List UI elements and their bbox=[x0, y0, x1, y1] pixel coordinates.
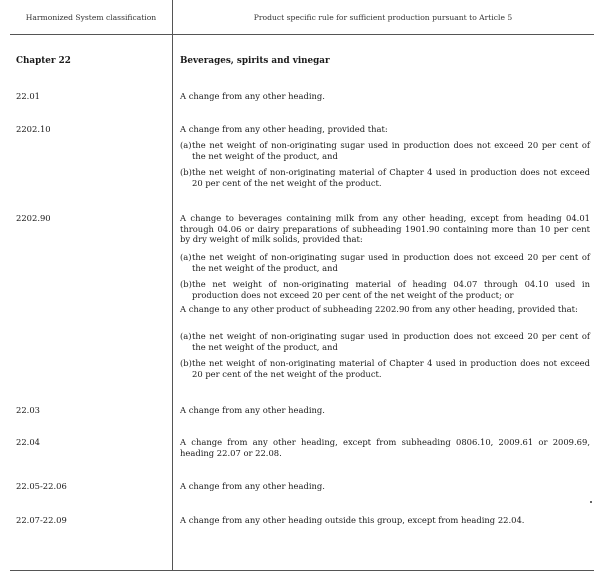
item-text: the net weight of non-originating material of Chapter 4 used in production does not exceed 20 per cent of the net weight of the product. bbox=[192, 167, 590, 188]
chapter-code: Chapter 22 bbox=[16, 56, 71, 66]
hs-code-220210: 2202.10 bbox=[16, 124, 51, 134]
item-label: (b) bbox=[180, 358, 192, 368]
rule-220210-item-a bbox=[180, 140, 590, 161]
hs-code-2203: 22.03 bbox=[16, 405, 40, 415]
rule-220290-item-c bbox=[180, 331, 590, 352]
hs-code-2204: 22.04 bbox=[16, 437, 40, 447]
rule-220210-item-b bbox=[180, 167, 590, 188]
rule-220210-intro: A change from any other heading, provided that: bbox=[180, 124, 388, 134]
item-label: (a) bbox=[180, 331, 192, 341]
rule-220290-intro: A change to beverages containing milk from any other heading, except from heading 04.01 through 04.06 or dairy preparations of subheading 1901.90 containing more than 10 per cent by dry weight of milk solids, provided that: bbox=[180, 213, 590, 245]
item-text: the net weight of non-originating material of Chapter 4 used in production does not exceed 20 per cent of the net weight of the product. bbox=[192, 358, 590, 379]
bottom-divider bbox=[10, 570, 594, 571]
item-text: the net weight of non-originating material of heading 04.07 through 04.10 used in production does not exceed 20 per cent of the net weight of the product; or bbox=[192, 279, 590, 300]
item-text: the net weight of non-originating sugar used in production does not exceed 20 per cent of the net weight of the product, and bbox=[192, 331, 590, 352]
rule-2203: A change from any other heading. bbox=[180, 405, 325, 415]
column-header-rule: Product specific rule for sufficient production pursuant to Article 5 bbox=[253, 12, 513, 22]
rule-220290-intro2: A change to any other product of subheading 2202.90 from any other heading, provided that: bbox=[180, 304, 578, 314]
rule-2207-2209: A change from any other heading outside this group, except from heading 22.04. bbox=[180, 515, 525, 525]
rule-220290-item-b bbox=[180, 279, 590, 300]
rule-220290-item-d bbox=[180, 358, 590, 379]
chapter-title: Beverages, spirits and vinegar bbox=[180, 56, 330, 66]
rule-2205-2206: A change from any other heading. bbox=[180, 481, 325, 491]
item-label: (a) bbox=[180, 252, 192, 262]
item-text: the net weight of non-originating sugar used in production does not exceed 20 per cent of the net weight of the product, and bbox=[192, 140, 590, 161]
header-divider bbox=[10, 34, 594, 35]
item-text: the net weight of non-originating sugar used in production does not exceed 20 per cent of the net weight of the product, and bbox=[192, 252, 590, 273]
rule-220290-item-a bbox=[180, 252, 590, 273]
rule-2204: A change from any other heading, except from subheading 0806.10, 2009.61 or 2009.69, heading 22.07 or 22.08. bbox=[180, 437, 590, 458]
column-header-classification: Harmonized System classification bbox=[25, 12, 157, 22]
hs-code-2201: 22.01 bbox=[16, 91, 40, 101]
item-label: (b) bbox=[180, 279, 192, 289]
rule-2201: A change from any other heading. bbox=[180, 91, 325, 101]
item-label: (a) bbox=[180, 140, 192, 150]
stray-mark bbox=[590, 501, 592, 503]
hs-code-2205-2206: 22.05-22.06 bbox=[16, 481, 67, 491]
hs-code-220290: 2202.90 bbox=[16, 213, 51, 223]
item-label: (b) bbox=[180, 167, 192, 177]
column-divider bbox=[172, 0, 173, 571]
hs-code-2207-2209: 22.07-22.09 bbox=[16, 515, 67, 525]
